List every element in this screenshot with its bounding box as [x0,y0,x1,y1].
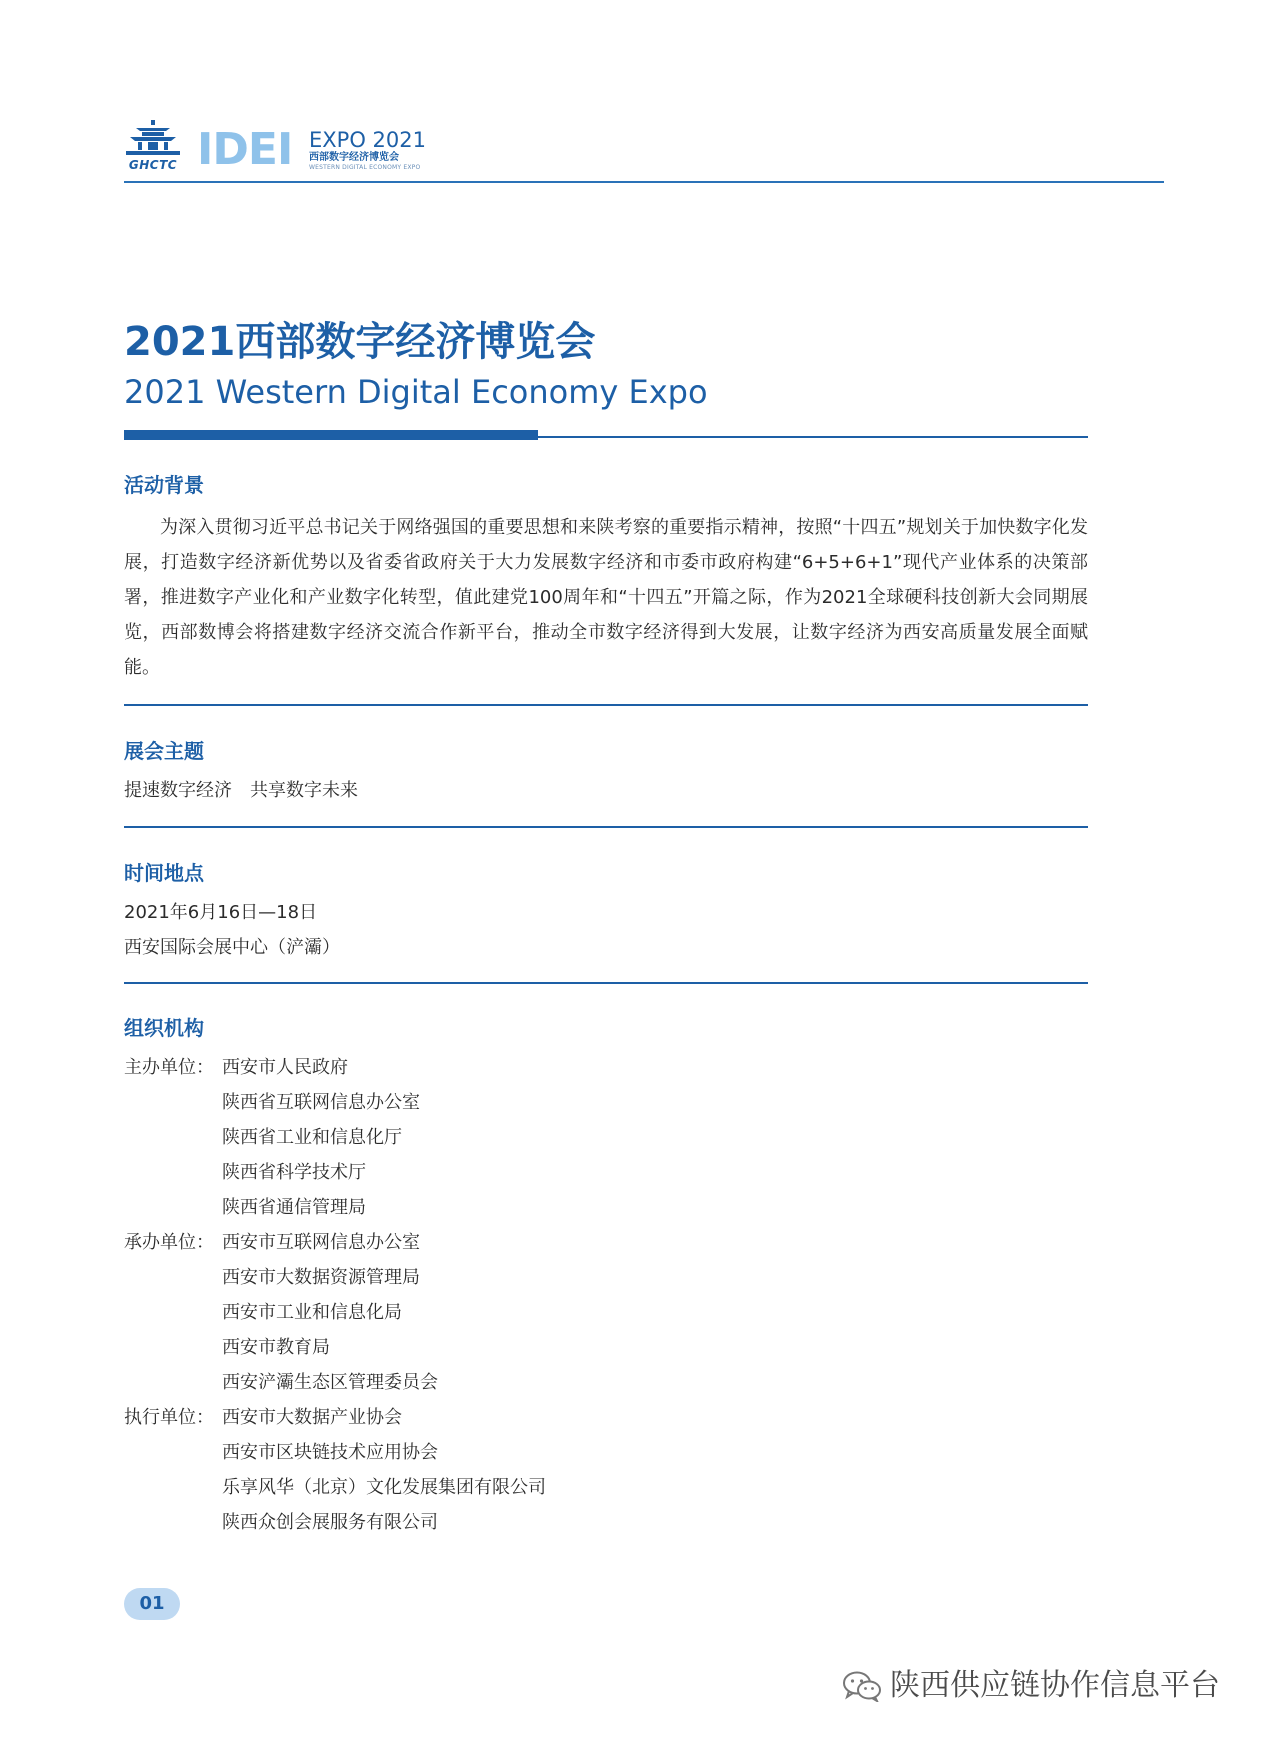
page-title-cn: 2021西部数字经济博览会 [124,319,596,365]
background-paragraph: 为深入贯彻习近平总书记关于网络强国的重要思想和来陕考察的重要指示精神，按照“十四五”规划关于加快数字化发展，打造数字经济新优势以及省委省政府关于大力发展数字经济和市委市政府构建“6+5+6+1”现代产业体系的决策部署，推进数字产业化和产业数字化转型，值此建党100周年和“十四五”开篇之际，作为2021全球硬科技创新大会同期展览，西部数博会将搭建数字经济交流合作新平台，推动全市数字经济得到大发展，让数字经济为西安高质量发展全面赋能。 [124,517,1088,678]
undertaker-item: 西安市工业和信息化局 [222,1302,402,1323]
expo-cn-label: 西部数字经济博览会 [309,152,399,163]
executor-item: 西安市大数据产业协会 [222,1407,402,1428]
section-heading-theme: 展会主题 [124,739,204,763]
expo-en-label: WESTERN DIGITAL ECONOMY EXPO [309,164,421,171]
header-divider [124,181,1164,183]
title-underline-thick [124,430,538,440]
undertaker-label: 承办单位： [124,1232,214,1253]
section-heading-organizers: 组织机构 [124,1016,204,1040]
undertaker-item: 西安市互联网信息办公室 [222,1232,420,1253]
ghctc-logo [122,118,184,176]
watermark-text: 陕西供应链协作信息平台 [890,1668,1220,1703]
undertaker-item: 西安市教育局 [222,1337,330,1358]
undertaker-item: 西安浐灞生态区管理委员会 [222,1372,438,1393]
idei-logo-mark: IDEI [197,124,293,175]
host-item: 西安市人民政府 [222,1057,348,1078]
section-heading-background: 活动背景 [124,473,204,497]
title-underline-thin [538,436,1088,438]
event-date: 2021年6月16日—18日 [124,902,318,923]
host-item: 陕西省工业和信息化厅 [222,1127,402,1148]
page-title-en: 2021 Western Digital Economy Expo [124,373,708,411]
host-item: 陕西省互联网信息办公室 [222,1092,420,1113]
expo-label: EXPO 2021 [309,128,426,152]
section-divider [124,704,1088,706]
ghctc-logo-text: GHCTC [128,158,178,172]
executor-item: 乐享风华（北京）文化发展集团有限公司 [222,1477,546,1498]
host-item: 陕西省科学技术厅 [222,1162,366,1183]
section-divider [124,982,1088,984]
undertaker-item: 西安市大数据资源管理局 [222,1267,420,1288]
page-number-badge: 01 [124,1588,180,1620]
section-divider [124,826,1088,828]
executor-item: 西安市区块链技术应用协会 [222,1442,438,1463]
executor-item: 陕西众创会展服务有限公司 [222,1512,438,1533]
section-heading-time-place: 时间地点 [124,861,204,885]
wechat-icon [842,1670,882,1702]
event-venue: 西安国际会展中心（浐灞） [124,937,340,958]
pagoda-icon [122,118,184,158]
executor-label: 执行单位： [124,1407,214,1428]
host-item: 陕西省通信管理局 [222,1197,366,1218]
host-label: 主办单位： [124,1057,214,1078]
theme-text: 提速数字经济 共享数字未来 [124,780,358,801]
